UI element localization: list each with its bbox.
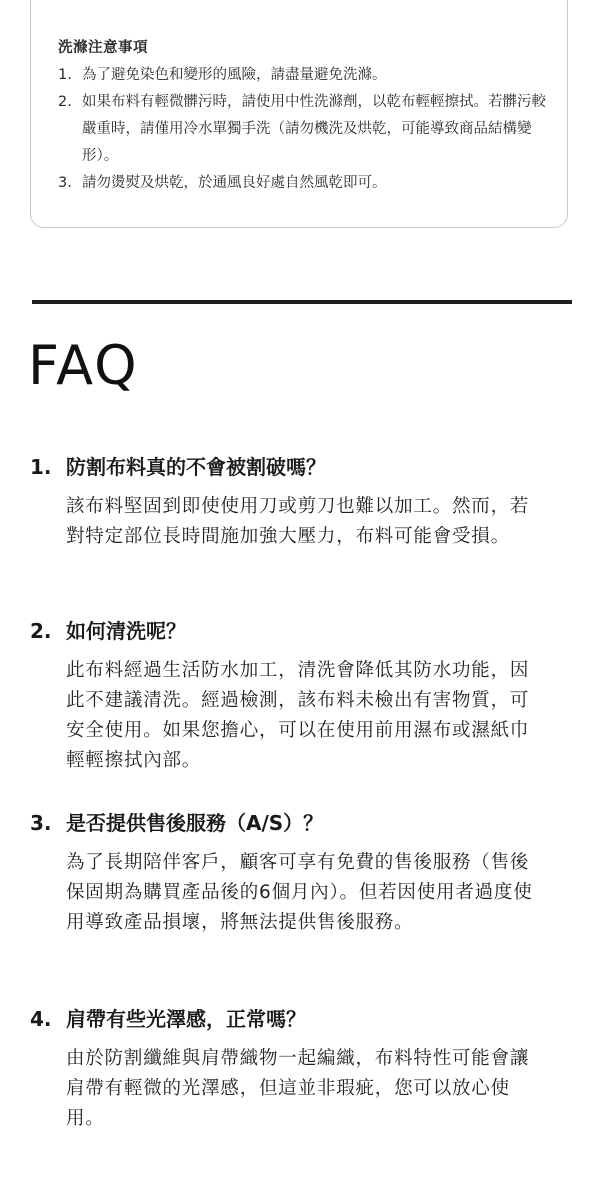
care-item bbox=[58, 170, 548, 197]
faq-answer: 由於防割纖維與肩帶織物一起編織，布料特性可能會讓肩帶有輕微的光澤感，但這並非瑕疵，您可以放心使用。 bbox=[66, 1048, 530, 1129]
faq-question-text: 防割布料真的不會被割破嗎？ bbox=[66, 455, 326, 479]
faq-question-number: 3. bbox=[30, 811, 52, 835]
faq-question bbox=[30, 616, 550, 646]
faq-question-text: 是否提供售後服務（A/S）？ bbox=[66, 811, 324, 835]
faq-question-text: 如何清洗呢？ bbox=[66, 619, 186, 643]
faq-question bbox=[30, 1004, 550, 1034]
care-item-text: 為了避免染色和變形的風險，請盡量避免洗滌。 bbox=[82, 67, 387, 83]
faq-answer: 該布料堅固到即使使用刀或剪刀也難以加工。然而，若對特定部位長時間施加強大壓力，布料可能會受損。 bbox=[66, 496, 530, 547]
care-instructions-list bbox=[58, 62, 548, 197]
care-item-text: 請勿燙熨及烘乾，於通風良好處自然風乾即可。 bbox=[82, 175, 387, 191]
faq-item bbox=[30, 1004, 550, 1134]
care-instructions-title: 洗滌注意事項 bbox=[58, 40, 148, 56]
care-item-number: 3. bbox=[58, 175, 72, 191]
faq-heading: FAQ bbox=[28, 334, 139, 397]
section-divider bbox=[32, 300, 572, 304]
faq-question bbox=[30, 808, 550, 838]
faq-item bbox=[30, 808, 550, 938]
care-item bbox=[58, 89, 548, 170]
faq-question-text: 肩帶有些光澤感，正常嗎？ bbox=[66, 1007, 306, 1031]
faq-question-number: 2. bbox=[30, 619, 52, 643]
faq-answer: 此布料經過生活防水加工，清洗會降低其防水功能，因此不建議清洗。經過檢測，該布料未檢出有害物質，可安全使用。如果您擔心，可以在使用前用濕布或濕紙巾輕輕擦拭內部。 bbox=[66, 660, 530, 771]
faq-question-number: 4. bbox=[30, 1007, 52, 1031]
care-item-number: 1. bbox=[58, 67, 72, 83]
faq-question-number: 1. bbox=[30, 455, 52, 479]
faq-question bbox=[30, 452, 550, 482]
care-item bbox=[58, 62, 548, 89]
faq-item bbox=[30, 616, 550, 776]
care-item-text: 如果布料有輕微髒污時，請使用中性洗滌劑，以乾布輕輕擦拭。若髒污較嚴重時，請僅用冷水單獨手洗（請勿機洗及烘乾，可能導致商品結構變形）。 bbox=[82, 94, 546, 164]
care-item-number: 2. bbox=[58, 94, 72, 110]
faq-answer: 為了長期陪伴客戶，顧客可享有免費的售後服務（售後保固期為購買產品後的6個月內）。但若因使用者過度使用導致產品損壞，將無法提供售後服務。 bbox=[66, 852, 533, 933]
faq-item bbox=[30, 452, 550, 552]
